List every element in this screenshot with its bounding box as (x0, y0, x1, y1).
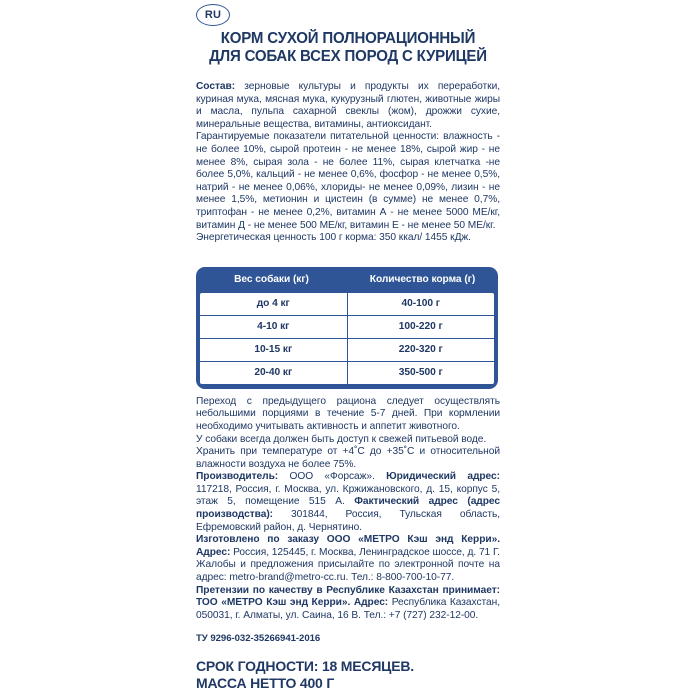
producer-section (196, 471, 500, 622)
producer-label: Производитель: (196, 471, 279, 483)
cell-weight: до 4 кг (200, 293, 348, 315)
orderer-paragraph (196, 534, 500, 559)
producer-value: ООО «Форсаж». (278, 471, 387, 483)
label-content (196, 0, 500, 691)
ru-badge-container (196, 4, 230, 26)
cell-amount: 350-500 г (398, 367, 443, 379)
net-weight-line: МАССА НЕТТО 400 Г (196, 674, 335, 691)
table-row (200, 339, 494, 362)
orderer-label: Изготовлено по заказу ООО «МЕТРО Кэш энд Керри». Адрес: (196, 534, 500, 558)
kazakhstan-label: Претензии по качеству в Республике Казахстан принимает: ТОО «МЕТРО Кэш энд Керри». Адрес: (196, 584, 500, 609)
table-header-row (196, 267, 498, 293)
storage-paragraph: Хранить при температуре от +4˚C до +35˚C и относительной влажности воздуха не более 75%. (196, 446, 500, 470)
instructions-section (196, 396, 500, 472)
cell-weight: 20-40 кг (200, 362, 348, 384)
page-title-line-2: ДЛЯ СОБАК ВСЕХ ПОРОД С КУРИЦЕЙ (209, 47, 487, 65)
cell-amount: 40-100 г (401, 298, 440, 310)
actual-address-value: 301844, Россия, Тульская область, Ефремовский район, д. Чернятино. (196, 509, 500, 533)
ingredients-text: зерновые культуры и продукты их переработки, куриная мука, мясная мука, кукурузный глютен, животные жиры и масла, пульпа сахарной свеклы (жом), дрожжи сухие, минеральные вещества, витамины, антиоксидант. (196, 81, 500, 130)
page-title-line-1: КОРМ СУХОЙ ПОЛНОРАЦИОННЫЙ (220, 30, 476, 47)
nutrition-paragraph: Гарантируемые показатели питательной ценности: влажность - не более 10%, сырой протеин - не менее 18%, сырой жир - не менее 8%, сырая зола - не более 11%, сырая клетчатка -не более 5,0%, кальций - не менее 0,6%, фосфор - не менее 0,5%, натрий - не менее 0,06%, хлориды- не менее 0,09%, лизин - не менее 1,5%, метионин и цистеин (в сумме) не менее 0,7%, триптофан - не менее 0,2%, витамин А - не менее 5000 МЕ/кг, витамин Д - не менее 500 МЕ/кг, витамин Е - не менее 50 МЕ/кг. (196, 131, 500, 231)
table-row (200, 316, 494, 339)
shelf-life-block (196, 658, 500, 691)
ingredients-section (196, 81, 500, 245)
legal-address-value: 117218, Россия, г. Москва, ул. Кржижановского, д. 15, корпус 5, этаж 5, помещение 515 А. (196, 483, 500, 508)
ingredients-paragraph (196, 81, 500, 131)
transition-paragraph: Переход с предыдущего рациона следует осуществлять небольшими порциями в течение 5-7 дней. При кормлении необходимо учитывать активность и аппетит животного. (196, 395, 500, 432)
ru-country-badge-icon (196, 4, 230, 26)
actual-address-label: Фактический адрес (адрес производства): (196, 496, 500, 521)
water-paragraph: У собаки всегда должен быть доступ к свежей питьевой воде. (196, 433, 487, 445)
table-header-weight: Вес собаки (кг) (234, 274, 309, 286)
table-body (200, 293, 494, 384)
ru-badge-label: RU (204, 9, 222, 21)
legal-address-label: Юридический адрес: (386, 471, 500, 483)
table-row (200, 362, 494, 384)
cell-weight: 10-15 кг (200, 339, 348, 361)
feeding-guide-table (196, 267, 498, 389)
shelf-life-line: СРОК ГОДНОСТИ: 18 МЕСЯЦЕВ. (196, 658, 414, 675)
page-title (196, 30, 500, 65)
kazakhstan-value: Республика Казахстан, 050031, г. Алматы, ул. Саина, 16 В. Тел.: +7 (727) 232-12-00. (196, 597, 500, 621)
tu-standard-code: ТУ 9296-032-35266941-2016 (196, 633, 321, 645)
producer-paragraph (196, 471, 500, 534)
complaints-paragraph: Жалобы и предложения присылайте по электронной почте на адрес: metro-brand@metro-cc.ru. Тел.: 8-800-700-10-77. (196, 559, 500, 584)
cell-amount: 100-220 г (398, 321, 443, 333)
table-header-amount: Количество корма (г) (369, 274, 476, 286)
ingredients-label: Состав: (196, 81, 236, 92)
energy-paragraph: Энергетическая ценность 100 г корма: 350 ккал/ 1455 кДж. (196, 232, 471, 244)
orderer-value: Россия, 125445, г. Москва, Ленинградское шоссе, д. 71 Г. (230, 546, 500, 558)
cell-amount: 220-320 г (398, 344, 443, 356)
cell-weight: 4-10 кг (200, 316, 348, 338)
kazakhstan-paragraph (196, 585, 500, 623)
table-row (200, 293, 494, 316)
